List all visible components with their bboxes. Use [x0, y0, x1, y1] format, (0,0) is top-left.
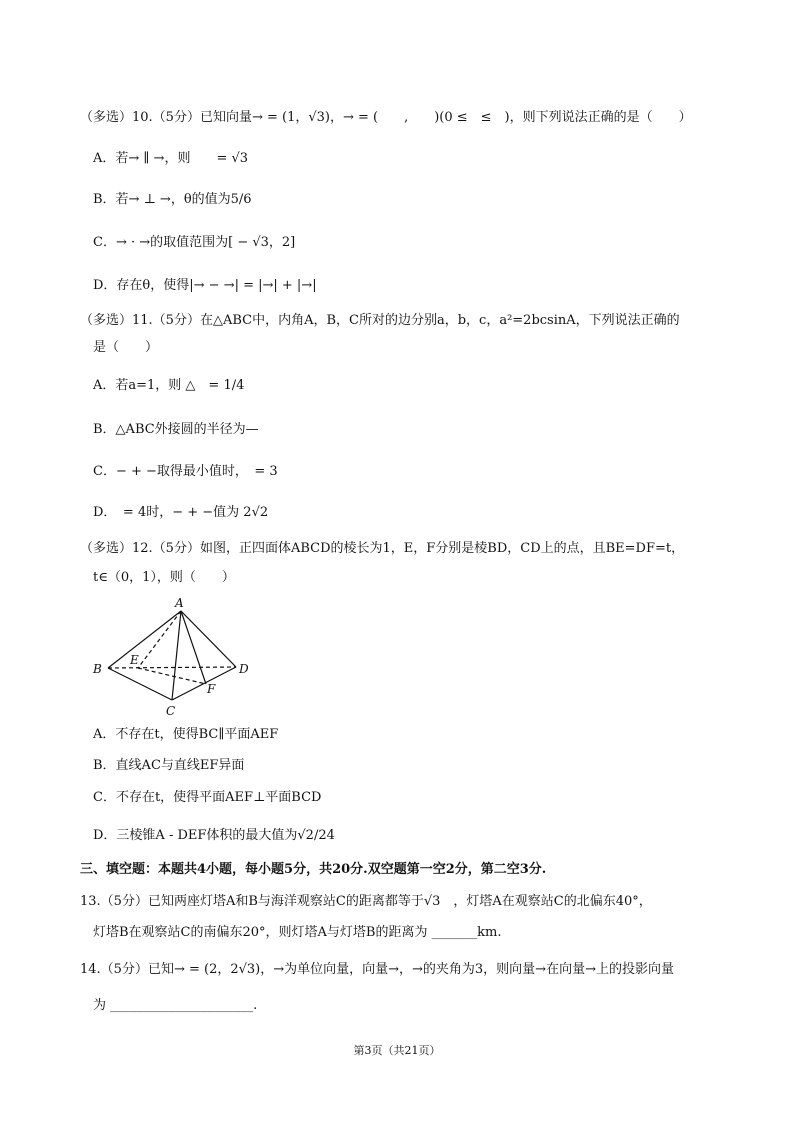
text-line: （多选）11.（5分）在△ABC中，内角A，B，C所对的边分别a，b，c，a²=2bcsinA，下列说法正确的: [80, 313, 680, 328]
edge-ab: [108, 611, 181, 668]
text-line: C．→ · →的取值范围为[ − √3，2]: [93, 235, 296, 250]
edge-ef: [138, 668, 206, 684]
text-line: B．直线AC与直线EF异面: [93, 758, 245, 773]
label-e: E: [130, 653, 139, 667]
text-line: B．若→ ⊥ →，θ的值为5/6: [93, 192, 252, 207]
edge-af: [181, 611, 206, 684]
label-f: F: [207, 682, 216, 696]
text-line: 14.（5分）已知→ = (2，2√3)，→为单位向量，向量→，→的夹角为3，则向量→在向量→上的投影向量: [80, 962, 674, 977]
text-line: t∈（0，1），则（ ）: [93, 570, 235, 585]
text-line: A．若a=1，则 △ = 1/4: [93, 378, 245, 393]
edge-ad: [181, 611, 236, 667]
text-line: 为 ______________________.: [93, 998, 258, 1013]
label-d: D: [239, 662, 249, 676]
text-line: C．− + −取得最小值时， = 3: [93, 464, 278, 479]
text-line: 13.（5分）已知两座灯塔A和B与海洋观察站C的距离都等于√3 ，灯塔A在观察站C的北偏东40°，: [80, 894, 652, 909]
text-line: A．不存在t，使得BC∥平面AEF: [93, 727, 279, 742]
text-line: A．若→ ∥ →，则 = √3: [93, 151, 249, 166]
text-line: D．存在θ，使得|→ − →| = |→| + |→|: [93, 278, 317, 293]
text-line: D．三棱锥A - DEF体积的最大值为√2/24: [93, 828, 335, 843]
tetrahedron-figure: [88, 594, 258, 722]
edge-bc: [108, 668, 172, 700]
text-line: 是（ ）: [93, 340, 159, 355]
edge-cd: [172, 667, 236, 700]
label-b: B: [93, 662, 102, 676]
text-line: D． = 4时，− + −值为 2√2: [93, 505, 269, 520]
page-footer: 第3页（共21页）: [353, 1044, 441, 1057]
text-line: C．不存在t，使得平面AEF⊥平面BCD: [93, 790, 322, 805]
label-c: C: [166, 704, 176, 718]
text-line: （多选）12.（5分）如图，正四面体ABCD的棱长为1，E，F分别是棱BD，CD上的点，且BE=DF=t，: [80, 541, 685, 556]
text-line: 灯塔B在观察站C的南偏东20°，则灯塔A与灯塔B的距离为 _______km.: [93, 925, 502, 940]
edge-bd: [108, 667, 236, 668]
edge-ac: [172, 611, 181, 700]
text-line: 三、填空题：本题共4小题，每小题5分，共20分.双空题第一空2分，第二空3分.: [80, 862, 547, 877]
label-a: A: [175, 596, 184, 610]
text-line: B．△ABC外接圆的半径为—: [93, 422, 259, 437]
text-line: （多选）10.（5分）已知向量→ = (1，√3)，→ = ( , )(0 ≤ ≤ )，则下列说法正确的是（ ）: [80, 110, 692, 125]
